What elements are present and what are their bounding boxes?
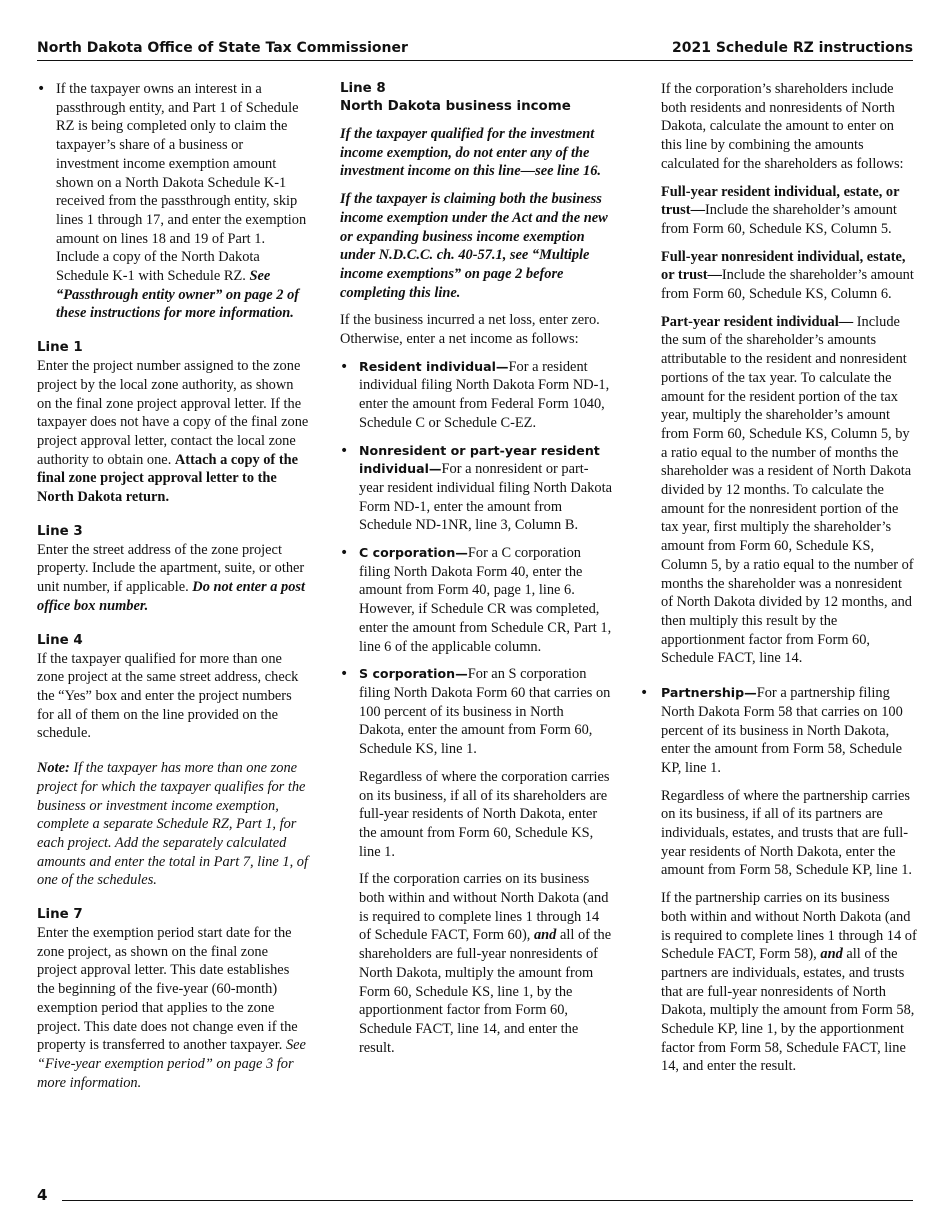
bullet-icon: • bbox=[340, 358, 349, 375]
bullet-icon: • bbox=[37, 81, 46, 97]
s-corporation-bullet bbox=[340, 665, 612, 759]
part-year-resident-text: Include the sum of the shareholder’s amounts attributable to the resident and nonresident portions of the tax year. To calculate the amount for the resident portion of the tax year, multiply the shareholder’s amount from Form 60, Schedule KS, Column 5, by a ratio equal to the number of months the shareholder was a resident of North Dakota divided by 12 months. To calculate the amount for the nonresident portion of the tax year, first multiply the shareholder’s amount from Form 60, Schedule KS, Column 5, by a ratio equal to the number of months the shareholder was a nonresident of North Dakota divided by 12 months, and then multiply this result by the apportionment factor from Form 60, Schedule FACT, line 14. bbox=[661, 313, 914, 667]
part-year-resident-label: Part-year resident individual— bbox=[661, 313, 854, 330]
line-8-subheading: North Dakota business income bbox=[340, 99, 571, 114]
bullet-icon: • bbox=[340, 545, 349, 562]
header-agency: North Dakota Office of State Tax Commissioner bbox=[37, 40, 408, 56]
line-7-text bbox=[37, 924, 309, 1092]
partnership-emphasis-and: and bbox=[820, 946, 843, 963]
bullet-icon: • bbox=[340, 442, 349, 459]
line-8-heading: Line 8 bbox=[340, 81, 386, 96]
line-7-see-reference: See “Five-year exemption period” on page 3 for more information. bbox=[37, 1037, 306, 1091]
resident-individual-text: For a resident individual filing North Dakota Form ND-1, enter the amount from Federal Form 1040, Schedule C or Schedule C-EZ. bbox=[359, 358, 610, 431]
line-4-text: If the taxpayer qualified for more than one zone project at the same street address, check the “Yes” box and enter the project numbers for all of them on the line provided on the schedule. bbox=[37, 650, 299, 742]
passthrough-bullet bbox=[37, 80, 309, 323]
bullet-icon: • bbox=[340, 666, 349, 683]
line-4-heading: Line 4 bbox=[37, 632, 83, 648]
line-1-attach-instruction: Attach a copy of the final zone project approval letter to the North Dakota return. bbox=[37, 451, 299, 506]
passthrough-bullet-text: If the taxpayer owns an interest in a passthrough entity, and Part 1 of Schedule RZ is being completed only to claim the taxpayer’s share of a business or investment income exemption amount shown on a North Dakota Schedule K-1 received from the passthrough entity, skip lines 1 through 17, and enter the exemption amount on lines 18 and 19 of Part 1. Include a copy of the North Dakota Schedule K-1 with Schedule RZ. bbox=[56, 81, 307, 285]
header-document-title: 2021 Schedule RZ instructions bbox=[671, 40, 913, 56]
line-1-body: Enter the project number assigned to the zone project by the local zone authority, as shown on the final zone project approval letter. If the taxpayer does not have a copy of the final zone project approval letter, contact the local zone authority to obtain one. bbox=[37, 358, 309, 468]
full-year-resident-paragraph bbox=[640, 183, 917, 239]
resident-individual-bullet bbox=[340, 358, 612, 433]
c-corporation-bullet bbox=[340, 544, 612, 656]
full-year-nonresident-text: Include the shareholder’s amount from Form 60, Schedule KS, Column 6. bbox=[661, 267, 914, 303]
nonresident-individual-bullet bbox=[340, 442, 612, 536]
line-3-section bbox=[37, 523, 309, 616]
note-text: If the taxpayer has more than one zone project for which the taxpayer qualifies for the business or investment income exemption, complete a separate Schedule RZ, Part 1, for each project. Add the separately calculated amounts and enter the total in Part 7, line 1, of one of the schedules. bbox=[37, 760, 309, 889]
line-1-heading: Line 1 bbox=[37, 340, 83, 356]
bullet-icon: • bbox=[640, 685, 649, 702]
footer-rule bbox=[62, 1200, 913, 1201]
s-corp-apportionment-text-1: If the corporation carries on its business both within and without North Dakota (and is required to complete lines 1 through 14 of Schedule FACT, Form 60), bbox=[359, 871, 609, 944]
line-7-section bbox=[37, 906, 309, 1092]
partnership-apportionment-text-2: all of the partners are individuals, estates, and trusts that are full-year nonresidents of North Dakota, multiply the amount from Form 58, Schedule KP, line 1, by the apportionment factor from Form 58, Schedule FACT, line 14, and enter the result. bbox=[661, 946, 915, 1075]
full-year-resident-label: Full-year resident individual, estate, or trust— bbox=[661, 183, 900, 219]
s-corp-regardless-paragraph: Regardless of where the corporation carries on its business, if all of its shareholders are full-year residents of North Dakota, enter the amount from Form 60, Schedule KS, line 1. bbox=[359, 768, 610, 860]
line-4-section bbox=[37, 632, 309, 744]
s-corp-apportionment-paragraph bbox=[340, 870, 612, 1057]
line-3-text bbox=[37, 541, 309, 616]
full-year-nonresident-label: Full-year nonresident individual, estate, or trust— bbox=[661, 248, 906, 284]
c-corporation-label: C corporation— bbox=[359, 545, 468, 561]
line-1-section bbox=[37, 339, 309, 507]
s-corporation-label: S corporation— bbox=[359, 666, 468, 682]
c-corporation-text: For a C corporation filing North Dakota Form 40, enter the amount from Form 40, page 1, line 6. However, if Schedule CR was completed, enter the amount from Schedule CR, Part 1, line 6 of the applicable column. bbox=[359, 545, 612, 655]
full-year-resident-text: Include the shareholder’s amount from Form 60, Schedule KS, Column 5. bbox=[661, 202, 897, 237]
partnership-text: For a partnership filing North Dakota Form 58 that carries on 100 percent of its business in North Dakota, enter the amount from Form 58, Schedule KP, line 1. bbox=[661, 685, 903, 776]
line-3-body: Enter the street address of the zone project property. Include the apartment, suite, or other unit number, if applicable. bbox=[37, 541, 305, 596]
partnership-label: Partnership— bbox=[661, 685, 757, 701]
column-2 bbox=[340, 80, 612, 1066]
multiple-exemptions-warning: If the taxpayer is claiming both the business income exemption under the Act and the new or expanding business income exemption under N.D.C.C. ch. 40-57.1, see “Multiple income exemptions” on page 2 before completing this line. bbox=[340, 191, 608, 301]
line-7-body: Enter the exemption period start date for the zone project, as shown on the final zone project approval letter. This date establishes the beginning of the five-year (60-month) exemption period that applies to the zone project. This date does not change even if the property is transferred to another taxpayer. bbox=[37, 925, 298, 1054]
full-year-nonresident-paragraph bbox=[640, 248, 917, 304]
line-3-po-box-warning: Do not enter a post office box number. bbox=[37, 579, 306, 614]
note-label: Note: bbox=[37, 760, 70, 777]
investment-income-warning: If the taxpayer qualified for the investment income exemption, do not enter any of the investment income on this line—see line 16. bbox=[340, 126, 602, 180]
page-header bbox=[37, 40, 913, 61]
s-corp-apportionment-text-2: all of the shareholders are full-year nonresidents of North Dakota, multiply the amount from Form 60, Schedule KS, line 1, by the apportionment factor from Form 60, Schedule FACT, line 14, and enter the result. bbox=[359, 927, 612, 1056]
page-number: 4 bbox=[37, 1186, 48, 1204]
resident-individual-label: Resident individual— bbox=[359, 358, 509, 374]
s-corporation-text: For an S corporation filing North Dakota Form 60 that carries on 100 percent of its business in North Dakota, enter the amount from Form 60, Schedule KS, line 1. bbox=[359, 666, 611, 758]
nonresident-individual-label: Nonresident or part-year resident individual— bbox=[359, 442, 600, 477]
note-paragraph bbox=[37, 759, 309, 890]
partnership-apportionment-paragraph bbox=[640, 889, 917, 1076]
line-3-heading: Line 3 bbox=[37, 523, 83, 539]
partnership-bullet bbox=[640, 684, 917, 778]
nonresident-individual-text: For a nonresident or part-year resident individual filing North Dakota Form ND-1, enter the amount from Schedule ND-1NR, line 3, Column B. bbox=[359, 461, 612, 534]
mixed-shareholders-intro: If the corporation’s shareholders include both residents and nonresidents of North Dakota, calculate the amount to enter on this line by combining the amounts calculated for the shareholders as follows: bbox=[661, 81, 904, 172]
line-1-text bbox=[37, 357, 309, 507]
net-income-intro: If the business incurred a net loss, enter zero. Otherwise, enter a net income as follows: bbox=[340, 312, 600, 348]
s-corp-emphasis-and: and bbox=[533, 927, 557, 944]
column-1 bbox=[37, 80, 309, 1101]
passthrough-see-reference: See “Passthrough entity owner” on page 2 of these instructions for more information. bbox=[56, 268, 300, 322]
column-3 bbox=[640, 80, 917, 1085]
line-7-heading: Line 7 bbox=[37, 907, 83, 923]
partnership-apportionment-text-1: If the partnership carries on its business both within and without North Dakota (and is required to complete lines 1 through 14 of Schedule FACT, Form 58), bbox=[661, 890, 917, 963]
partnership-regardless-paragraph: Regardless of where the partnership carries on its business, if all of its partners are individuals, estates, and trusts that are full-year residents of North Dakota, enter the amount from Form 58, Schedule KP, line 1. bbox=[661, 787, 913, 879]
part-year-resident-paragraph bbox=[640, 313, 917, 668]
